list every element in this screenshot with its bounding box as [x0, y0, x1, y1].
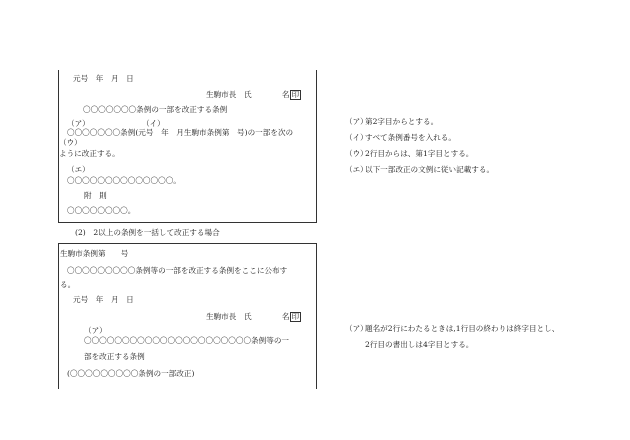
top-mayor-label: 生駒市長 氏 名 — [206, 90, 290, 99]
note-mark-a-bottom: （ア） — [84, 326, 107, 335]
seal-stamp: 印 — [291, 312, 300, 321]
note-text: 第2字目からとする。 — [365, 117, 439, 126]
bottom-sub-title: (〇〇〇〇〇〇〇〇〇条例の一部改正) — [67, 369, 195, 378]
note-item-bottom — [345, 325, 559, 333]
note-item — [345, 150, 473, 158]
top-amend-text: 〇〇〇〇〇〇〇〇〇〇〇〇〇〇。 — [67, 176, 181, 185]
note-mark-u: （ウ） — [59, 138, 82, 147]
bottom-mayor-name — [206, 312, 301, 322]
note-label: （ウ） — [345, 149, 368, 158]
note-label: （イ） — [345, 133, 368, 142]
promulgation-line2: る。 — [60, 280, 76, 289]
top-body-line1: 〇〇〇〇〇〇〇条例(元号 年 月生駒市条例第 号)の一部を次の — [67, 128, 294, 137]
note-text: 以下一部改正の文例に従い記載する。 — [365, 165, 495, 174]
promulgation-line1: 〇〇〇〇〇〇〇〇〇条例等の一部を改正する条例をここに公布す — [67, 266, 288, 275]
note-mark-a: （ア） — [67, 119, 90, 128]
note-text: すべて条例番号を入れる。 — [365, 133, 456, 142]
top-ordinance-title: 〇〇〇〇〇〇〇条例の一部を改正する条例 — [83, 105, 228, 114]
top-mayor-name — [206, 90, 301, 100]
note-mark-e: （エ） — [67, 165, 90, 174]
note-text: 2行目からは、第1字目とする。 — [365, 149, 474, 158]
top-body-line2: ように改正する。 — [59, 149, 120, 158]
note-text: 題名が2行にわたるときは,1行目の終わりは終字目とし、 — [365, 324, 560, 333]
note-label: （ア） — [345, 324, 368, 333]
note-item — [345, 134, 456, 142]
note-item — [345, 166, 494, 174]
supplementary-provisions-text: 〇〇〇〇〇〇〇〇。 — [67, 206, 136, 215]
note-item — [345, 118, 438, 126]
supplementary-provisions-title: 附 則 — [84, 191, 107, 200]
note-label: （エ） — [345, 165, 368, 174]
top-date: 元号 年 月 日 — [73, 74, 134, 83]
bottom-title-line1: 〇〇〇〇〇〇〇〇〇〇〇〇〇〇〇〇〇〇〇〇〇〇条例等の一 — [84, 336, 290, 345]
bottom-date: 元号 年 月 日 — [73, 295, 134, 304]
bottom-mayor-label: 生駒市長 氏 名 — [206, 312, 290, 321]
note-label: （ア） — [345, 117, 368, 126]
note-mark-i: （イ） — [142, 119, 165, 128]
seal-stamp: 印 — [291, 90, 300, 99]
section-2-heading: (2) 2以上の条例を一括して改正する場合 — [75, 228, 220, 237]
bottom-title-line2: 部を改正する条例 — [84, 352, 145, 361]
note-item-bottom-cont: 2行目の書出しは4字目とする。 — [365, 340, 474, 349]
ordinance-number: 生駒市条例第 号 — [60, 249, 129, 258]
